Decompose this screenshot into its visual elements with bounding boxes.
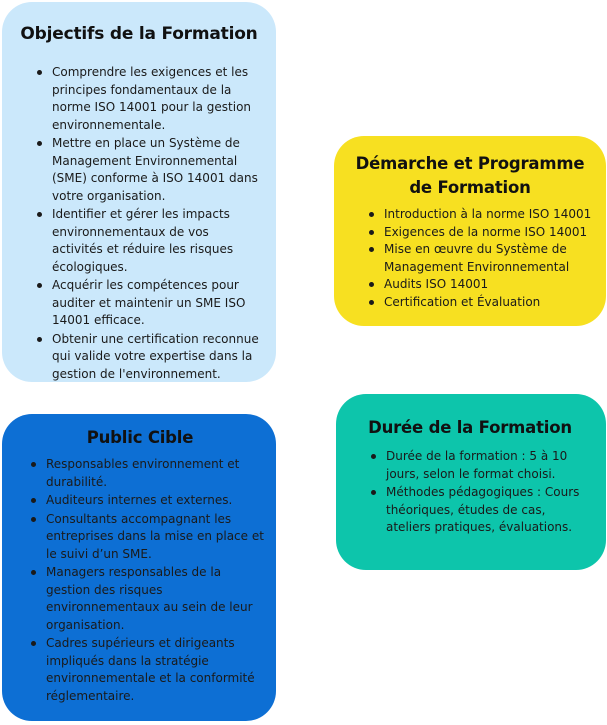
list-item: Audits ISO 14001	[384, 276, 596, 294]
public-cible-card	[2, 414, 276, 721]
list-item: Identifier et gérer les impacts environnementaux de vos activités et réduire les risques écologiques.	[52, 206, 262, 276]
duree-title: Durée de la Formation	[368, 418, 572, 437]
public-cible-list	[26, 456, 264, 705]
list-item: Certification et Évaluation	[384, 294, 596, 312]
demarche-card	[334, 136, 606, 326]
list-item: Durée de la formation : 5 à 10 jours, selon le format choisi.	[386, 448, 592, 483]
list-item: Introduction à la norme ISO 14001	[384, 206, 596, 224]
list-item: Mettre en place un Système de Management Environnemental (SME) conforme à ISO 14001 dans votre organisation.	[52, 135, 262, 205]
list-item: Responsables environnement et durabilité.	[46, 456, 264, 491]
objectifs-title: Objectifs de la Formation	[20, 24, 258, 44]
list-item: Managers responsables de la gestion des risques environnementaux au sein de leur organisation.	[46, 564, 264, 634]
public-cible-title: Public Cible	[86, 428, 194, 447]
objectifs-card	[2, 2, 276, 382]
list-item: Exigences de la norme ISO 14001	[384, 224, 596, 242]
objectifs-list	[32, 64, 262, 383]
list-item: Mise en œuvre du Système de Management Environnemental	[384, 241, 596, 276]
demarche-title: Démarche et Programme de Formation	[355, 154, 585, 197]
list-item: Obtenir une certification reconnue qui valide votre expertise dans la gestion de l'environnement.	[52, 331, 262, 384]
list-item: Méthodes pédagogiques : Cours théoriques, études de cas, ateliers pratiques, évaluations.	[386, 484, 592, 537]
demarche-list	[364, 206, 596, 311]
duree-card	[336, 394, 606, 570]
list-item: Acquérir les compétences pour auditer et maintenir un SME ISO 14001 efficace.	[52, 277, 262, 330]
list-item: Cadres supérieurs et dirigeants impliqués dans la stratégie environnementale et la conformité réglementaire.	[46, 635, 264, 705]
list-item: Comprendre les exigences et les principes fondamentaux de la norme ISO 14001 pour la gestion environnementale.	[52, 64, 262, 134]
duree-list	[366, 448, 592, 537]
list-item: Auditeurs internes et externes.	[46, 492, 264, 510]
list-item: Consultants accompagnant les entreprises dans la mise en place et le suivi d’un SME.	[46, 511, 264, 564]
